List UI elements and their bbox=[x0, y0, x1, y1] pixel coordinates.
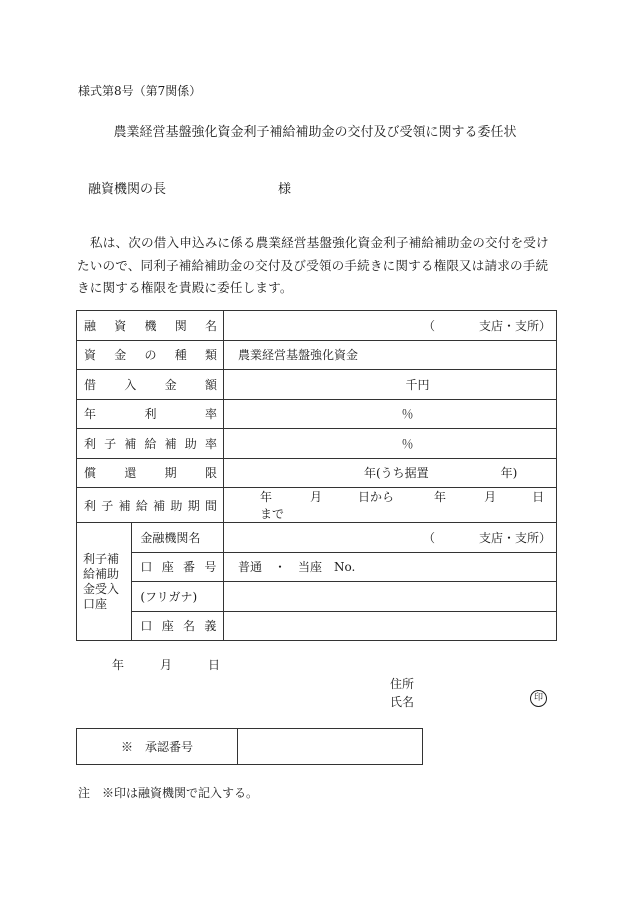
period-year-to: 年 bbox=[434, 490, 447, 504]
label-annual-rate: 年 利 率 bbox=[84, 407, 217, 422]
table-row bbox=[77, 488, 557, 523]
account-holder-field[interactable] bbox=[224, 611, 557, 641]
table-row bbox=[77, 429, 557, 459]
loan-amount-field[interactable]: 千円 bbox=[224, 370, 557, 400]
name-label: 氏名 bbox=[390, 695, 415, 709]
loan-details-table bbox=[76, 310, 557, 641]
furigana-field[interactable] bbox=[224, 582, 557, 612]
open-paren: （ bbox=[422, 318, 435, 333]
table-row bbox=[77, 552, 557, 582]
table-row bbox=[77, 523, 557, 553]
annual-rate-field[interactable]: ％ bbox=[224, 399, 557, 429]
account-group-label: 利子補 給補助 金受入 口座 bbox=[77, 523, 132, 641]
period-year-from: 年 bbox=[260, 490, 273, 504]
period-day-from: 日から bbox=[358, 490, 395, 504]
label-bank-name: 金融機関名 bbox=[132, 523, 224, 553]
date-year: 年 bbox=[112, 658, 125, 672]
account-number-field[interactable]: 普通 ・ 当座 No. bbox=[224, 552, 557, 582]
label-financial-institution: 融 資 機 関 名 bbox=[84, 318, 217, 333]
date-day: 日 bbox=[208, 658, 221, 672]
row-label bbox=[77, 311, 224, 341]
seal-icon: 印 bbox=[530, 690, 547, 707]
table-row bbox=[77, 399, 557, 429]
date-line bbox=[112, 656, 220, 673]
label-account-holder: 口 座 名 義 bbox=[132, 611, 224, 641]
date-month: 月 bbox=[160, 658, 173, 672]
financial-institution-field[interactable] bbox=[224, 311, 557, 341]
branch-suffix: 支店・支所） bbox=[478, 318, 551, 333]
open-paren: （ bbox=[422, 530, 435, 545]
addressee-label: 融資機関の長 bbox=[88, 182, 167, 197]
bank-name-field[interactable] bbox=[224, 523, 557, 553]
form-number: 様式第8号（第7関係） bbox=[78, 84, 202, 98]
label-subsidy-period: 利 子 補 給 補 助 期 間 bbox=[84, 498, 217, 513]
period-month-to: 月 bbox=[484, 490, 497, 504]
subsidy-rate-field[interactable]: ％ bbox=[224, 429, 557, 459]
document-title: 農業経営基盤強化資金利子補給補助金の交付及び受領に関する委任状 bbox=[113, 125, 517, 140]
label-loan-amount: 借 入 金 額 bbox=[84, 377, 217, 392]
addressee-honorific: 様 bbox=[278, 182, 292, 197]
label-furigana: (フリガナ) bbox=[132, 582, 224, 612]
label-fund-type: 資 金 の 種 類 bbox=[84, 348, 217, 363]
approval-number-label: ※ 承認番号 bbox=[77, 729, 238, 765]
branch-suffix: 支店・支所） bbox=[478, 530, 551, 545]
approval-number-table bbox=[76, 728, 423, 765]
label-account-number: 口 座 番 号 bbox=[132, 552, 224, 582]
period-month-from: 月 bbox=[310, 490, 323, 504]
approval-number-field[interactable] bbox=[238, 729, 423, 765]
table-row bbox=[77, 311, 557, 341]
subsidy-period-field[interactable] bbox=[224, 488, 557, 523]
table-row bbox=[77, 729, 423, 765]
label-repayment-term: 償 還 期 限 bbox=[84, 466, 217, 481]
period-day-to: 日まで bbox=[260, 490, 545, 521]
label-subsidy-rate: 利 子 補 給 補 助 率 bbox=[84, 436, 217, 451]
table-row bbox=[77, 611, 557, 641]
repayment-term-field[interactable]: 年(うち据置 年) bbox=[224, 458, 557, 488]
table-row bbox=[77, 458, 557, 488]
table-row bbox=[77, 340, 557, 370]
address-label: 住所 bbox=[390, 677, 415, 691]
delegation-statement: 私は、次の借入申込みに係る農業経営基盤強化資金利子補給補助金の交付を受けたいので、同利子補給補助金の交付及び受領の手続きに関する権限又は請求の手続きに関する権限を貴殿に委任します。 bbox=[77, 235, 549, 295]
table-row bbox=[77, 582, 557, 612]
fund-type-field[interactable]: 農業経営基盤強化資金 bbox=[224, 340, 557, 370]
footnote: 注 ※印は融資機関で記入する。 bbox=[78, 786, 259, 800]
table-row bbox=[77, 370, 557, 400]
